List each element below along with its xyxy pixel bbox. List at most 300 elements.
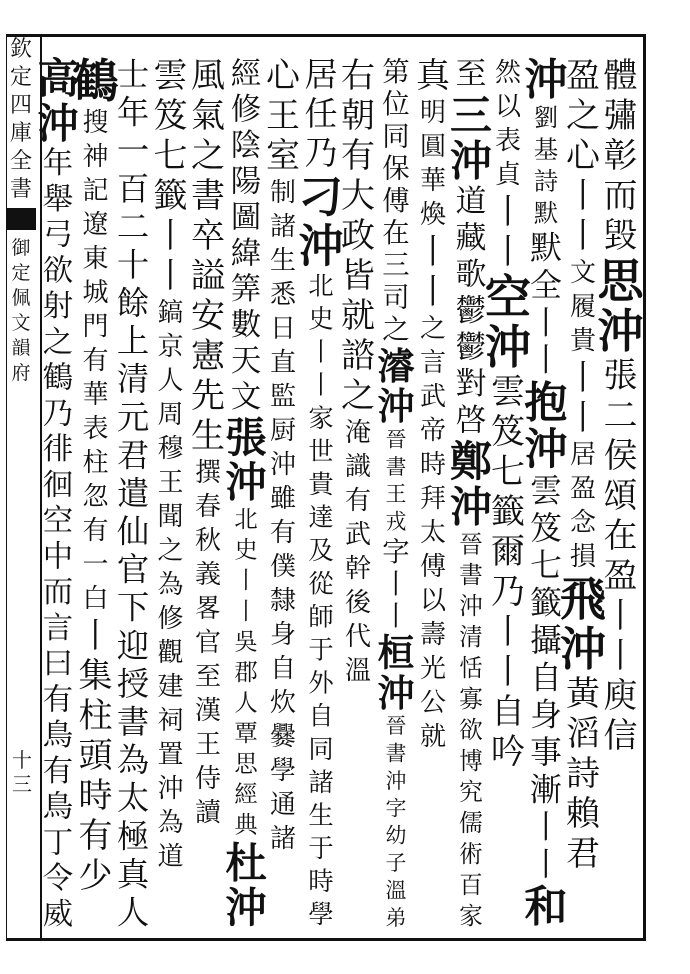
text-glyph: 至 xyxy=(455,56,486,93)
text-glyph: 盈 xyxy=(569,474,596,504)
text-glyph: 太 xyxy=(116,779,150,818)
text-glyph: 事 xyxy=(529,734,562,772)
headword-glyph: 沖 xyxy=(485,320,531,374)
text-glyph: 為 xyxy=(157,570,184,600)
text-glyph: 天 xyxy=(230,343,261,380)
text-glyph: 清 xyxy=(458,624,483,652)
page-number: 十三 xyxy=(12,748,32,796)
text-glyph: 時 xyxy=(307,867,334,897)
text-glyph: 漸 xyxy=(529,771,562,809)
text-glyph: 信 xyxy=(603,716,638,756)
headword-glyph: 沖 xyxy=(376,384,415,428)
text-glyph: 生 xyxy=(269,246,296,276)
text-column xyxy=(30,56,86,936)
text-glyph: 典 xyxy=(233,811,258,839)
text-glyph: 令 xyxy=(42,860,74,897)
text-glyph: 書 xyxy=(458,562,483,590)
text-glyph: 聞 xyxy=(157,502,184,532)
text-glyph: 日 xyxy=(269,314,296,344)
text-glyph: 義 xyxy=(194,560,221,590)
headword-glyph: 沖 xyxy=(376,671,415,715)
text-glyph: 于 xyxy=(307,834,334,864)
text-glyph: 先 xyxy=(191,376,225,416)
text-glyph: 監 xyxy=(269,382,296,412)
text-glyph: 元 xyxy=(116,398,150,437)
text-glyph: 從 xyxy=(307,569,334,600)
text-glyph: 時 xyxy=(78,776,113,816)
text-glyph: 北 xyxy=(307,272,334,302)
text-glyph: 華 xyxy=(419,166,446,196)
text-glyph: 筭 xyxy=(230,271,261,308)
text-glyph: 丨 xyxy=(78,616,113,656)
text-glyph: 丨 xyxy=(529,341,562,380)
headword-glyph: 飛 xyxy=(560,572,606,626)
text-glyph: 鬱 xyxy=(455,329,486,366)
headword-glyph: 抱 xyxy=(524,377,567,428)
text-glyph: 自 xyxy=(307,702,334,732)
text-glyph: 年 xyxy=(116,94,150,133)
text-glyph: 丁 xyxy=(42,824,74,861)
text-glyph: 雲 xyxy=(529,472,562,510)
text-glyph: 柱 xyxy=(78,696,113,736)
text-glyph: 七 xyxy=(529,547,562,585)
text-glyph: 表 xyxy=(494,126,521,156)
text-glyph: 觀 xyxy=(157,638,184,668)
margin-header-glyph: 全 xyxy=(9,149,32,174)
text-glyph: 丨 xyxy=(529,808,562,847)
text-glyph: 學 xyxy=(269,756,296,786)
text-glyph: 史 xyxy=(307,305,334,335)
margin-header-glyph: 書 xyxy=(9,177,32,202)
text-glyph: 經 xyxy=(230,56,261,92)
text-glyph: 一 xyxy=(82,550,109,580)
text-glyph: 丨 xyxy=(566,398,600,438)
text-glyph: 之 xyxy=(381,313,410,346)
text-glyph: 丨 xyxy=(529,304,562,342)
margin-header-glyph: 定 xyxy=(9,65,32,90)
text-glyph: 徊 xyxy=(42,467,74,503)
text-glyph: 極 xyxy=(116,817,150,856)
headword-glyph: 沖 xyxy=(449,482,492,532)
text-glyph: 王 xyxy=(194,730,221,760)
text-glyph: 迎 xyxy=(116,627,150,666)
text-glyph: 圓 xyxy=(419,132,446,162)
text-glyph: 覃 xyxy=(233,720,258,748)
text-glyph: 同 xyxy=(307,735,334,765)
text-glyph: 舉 xyxy=(42,181,74,217)
text-glyph: 集 xyxy=(78,656,113,696)
text-glyph: 損 xyxy=(569,542,596,572)
text-glyph: 上 xyxy=(116,322,150,361)
text-glyph: 搜 xyxy=(82,108,109,138)
text-glyph: 書 xyxy=(116,703,150,742)
text-glyph: 有 xyxy=(344,486,371,516)
text-glyph: 門 xyxy=(82,312,109,342)
headword-glyph: 沖 xyxy=(524,54,567,105)
text-glyph: 武 xyxy=(419,382,446,412)
text-glyph: 城 xyxy=(82,278,109,308)
text-glyph: 之 xyxy=(566,96,600,136)
text-glyph: 于 xyxy=(307,636,334,666)
text-glyph: 百 xyxy=(458,871,483,900)
text-glyph: 戎 xyxy=(385,510,406,535)
text-glyph: 大 xyxy=(341,176,375,216)
text-glyph: 為 xyxy=(116,741,150,780)
text-glyph: 身 xyxy=(529,696,562,735)
text-glyph: 籤 xyxy=(529,584,562,622)
text-glyph: 攝 xyxy=(529,621,562,660)
text-glyph: 七 xyxy=(491,452,525,492)
text-glyph: 拜 xyxy=(419,484,446,514)
text-glyph: 以 xyxy=(494,92,521,122)
text-glyph: 一 xyxy=(116,132,150,171)
headword-glyph: 沖 xyxy=(560,622,606,676)
text-glyph: 丨 xyxy=(416,232,450,272)
text-glyph: 沖 xyxy=(385,769,406,794)
headword-glyph: 鄭 xyxy=(449,436,492,486)
text-glyph: 柱 xyxy=(82,448,109,478)
text-glyph: 少 xyxy=(78,856,113,896)
text-glyph: 厨 xyxy=(269,416,296,446)
headword-glyph: 沖 xyxy=(524,423,567,475)
headword-glyph: 沖 xyxy=(37,98,79,148)
text-glyph: 書 xyxy=(385,741,406,767)
text-glyph: 二 xyxy=(603,396,638,436)
text-glyph: 晉 xyxy=(458,531,483,559)
text-glyph: 修 xyxy=(230,91,261,128)
text-glyph: 吟 xyxy=(491,732,525,772)
text-glyph: 漢 xyxy=(194,696,221,726)
text-glyph: 隸 xyxy=(269,586,296,616)
text-glyph: 笈 xyxy=(153,96,188,136)
text-glyph: 全 xyxy=(529,267,562,305)
text-glyph: 文 xyxy=(230,379,261,416)
text-glyph: 人 xyxy=(116,893,150,932)
text-glyph: 武 xyxy=(344,520,371,550)
text-glyph: 丨 xyxy=(307,338,334,368)
text-glyph: 皆 xyxy=(341,256,375,296)
text-glyph: 貴 xyxy=(307,470,334,500)
text-glyph: 人 xyxy=(233,689,258,717)
text-glyph: 之 xyxy=(341,376,375,416)
text-glyph: 鳥 xyxy=(42,788,74,825)
text-glyph: 餘 xyxy=(116,284,150,323)
text-glyph: 三 xyxy=(381,249,410,282)
text-glyph: 子 xyxy=(385,851,406,876)
text-glyph: 丨 xyxy=(566,216,600,256)
text-glyph: 思 xyxy=(233,750,258,778)
headword-glyph: 沖 xyxy=(449,136,492,186)
text-glyph: 笈 xyxy=(491,412,525,452)
text-glyph: 直 xyxy=(269,348,296,378)
text-glyph: 溫 xyxy=(344,656,371,686)
text-glyph: 字 xyxy=(381,535,410,569)
text-glyph: 弓 xyxy=(42,216,74,253)
text-glyph: 有 xyxy=(341,136,375,176)
text-glyph: 北 xyxy=(233,506,258,534)
text-glyph: 雲 xyxy=(491,372,525,412)
text-glyph: 沖 xyxy=(269,450,296,480)
text-glyph: 有 xyxy=(42,681,74,718)
text-glyph: 威 xyxy=(42,896,74,932)
margin-header-glyph: 四 xyxy=(9,93,32,118)
text-glyph: 晉 xyxy=(385,427,406,453)
text-glyph: 沖 xyxy=(458,593,483,621)
text-glyph: 射 xyxy=(42,288,74,325)
text-glyph: 沖 xyxy=(157,774,184,804)
text-glyph: 及 xyxy=(307,536,334,567)
text-glyph: 就 xyxy=(419,722,446,752)
text-glyph: 遣 xyxy=(116,474,150,514)
text-glyph: 就 xyxy=(341,296,375,336)
text-glyph: 言 xyxy=(42,610,74,646)
text-glyph: 而 xyxy=(42,574,74,611)
text-glyph: 對 xyxy=(455,365,486,403)
text-glyph: 家 xyxy=(458,902,483,931)
text-glyph: 朝 xyxy=(341,96,375,136)
text-glyph: 遼 xyxy=(82,210,109,240)
text-glyph: 安 xyxy=(191,296,225,336)
text-glyph: 藏 xyxy=(455,219,486,257)
text-glyph: 毀 xyxy=(603,216,638,256)
text-glyph: 欲 xyxy=(458,717,483,745)
text-glyph: 在 xyxy=(381,217,410,250)
text-glyph: 至 xyxy=(194,662,221,692)
text-glyph: 歌 xyxy=(455,256,486,293)
headword-glyph: 沖 xyxy=(224,458,267,507)
text-glyph: 丨 xyxy=(153,256,188,296)
text-glyph: 籤 xyxy=(491,492,525,532)
text-glyph: 之 xyxy=(157,536,184,566)
text-glyph: 彰 xyxy=(603,136,638,176)
text-glyph: 丨 xyxy=(381,568,410,601)
text-glyph: 司 xyxy=(381,281,410,314)
text-glyph: 光 xyxy=(419,654,446,684)
text-glyph: 有 xyxy=(269,518,296,548)
text-glyph: 氣 xyxy=(191,96,225,136)
text-glyph: 爾 xyxy=(491,532,525,572)
text-glyph: 字 xyxy=(385,796,406,821)
text-glyph: 貞 xyxy=(494,160,521,190)
text-glyph: 周 xyxy=(157,400,184,430)
text-glyph: 究 xyxy=(458,779,483,807)
text-glyph: 公 xyxy=(419,688,446,718)
text-glyph: 學 xyxy=(307,900,334,931)
text-glyph: 丨 xyxy=(233,567,258,595)
text-glyph: 鎬 xyxy=(157,298,184,328)
text-glyph: 王 xyxy=(266,96,300,136)
text-glyph: 下 xyxy=(116,589,150,628)
text-glyph: 雖 xyxy=(269,484,296,514)
text-glyph: 空 xyxy=(42,502,74,539)
text-glyph: 恬 xyxy=(458,655,483,683)
text-glyph: 王 xyxy=(385,482,406,507)
text-glyph: 風 xyxy=(191,56,225,96)
text-glyph: 二 xyxy=(116,208,150,247)
text-glyph: 官 xyxy=(116,551,150,590)
text-glyph: 諸 xyxy=(307,768,334,798)
text-glyph: 之 xyxy=(42,324,74,360)
text-glyph: 授 xyxy=(116,665,150,704)
text-glyph: 識 xyxy=(344,452,371,482)
text-glyph: 言 xyxy=(419,348,446,378)
text-glyph: 有 xyxy=(82,346,109,376)
headword-glyph: 思 xyxy=(597,254,644,308)
text-glyph: 道 xyxy=(157,842,184,872)
text-glyph: 經 xyxy=(233,781,258,809)
text-glyph: 陽 xyxy=(230,163,261,200)
margin-book-glyph: 佩 xyxy=(11,287,31,309)
text-glyph: 白 xyxy=(82,584,109,614)
text-glyph: 頭 xyxy=(78,736,113,776)
text-glyph: 徘 xyxy=(42,431,74,468)
text-glyph: 明 xyxy=(419,98,446,128)
text-glyph: 太 xyxy=(419,518,446,548)
text-glyph: 默 xyxy=(533,199,558,228)
text-glyph: 外 xyxy=(307,669,334,699)
text-glyph: 帝 xyxy=(419,416,446,446)
text-glyph: 撰 xyxy=(194,458,221,488)
headword-glyph: 和 xyxy=(524,881,567,932)
text-glyph: 寡 xyxy=(458,686,483,714)
text-glyph: 丨 xyxy=(233,598,258,626)
text-glyph: 之 xyxy=(191,136,225,176)
headword-glyph: 濬 xyxy=(376,344,415,388)
text-glyph: 在 xyxy=(603,516,638,556)
text-glyph: 丨 xyxy=(566,358,600,398)
text-glyph: 丨 xyxy=(416,272,450,312)
text-glyph: 傅 xyxy=(419,552,446,582)
text-glyph: 庾 xyxy=(603,676,638,716)
headword-glyph: 沖 xyxy=(298,219,343,273)
text-glyph: 東 xyxy=(82,244,109,274)
text-glyph: 滔 xyxy=(566,714,600,754)
text-glyph: 君 xyxy=(566,834,600,874)
text-glyph: 雲 xyxy=(153,56,188,96)
bottom-border xyxy=(6,938,646,941)
text-glyph: 生 xyxy=(307,801,334,831)
text-glyph: 讀 xyxy=(194,798,221,828)
text-glyph: 笈 xyxy=(529,509,562,548)
text-glyph: 記 xyxy=(82,176,109,206)
text-glyph: 政 xyxy=(341,216,375,256)
text-glyph: 後 xyxy=(344,588,371,618)
text-glyph: 達 xyxy=(307,503,334,533)
text-glyph: 書 xyxy=(385,455,406,480)
top-border xyxy=(6,34,646,37)
text-glyph: 自 xyxy=(269,654,296,684)
text-glyph: 丨 xyxy=(603,596,638,636)
text-glyph: 士 xyxy=(116,56,150,95)
text-glyph: 自 xyxy=(529,659,562,697)
text-glyph: 師 xyxy=(307,603,334,633)
text-glyph: 時 xyxy=(419,450,446,480)
text-glyph: 心 xyxy=(566,136,600,176)
text-glyph: 吳 xyxy=(233,628,258,656)
text-glyph: 華 xyxy=(82,380,109,410)
headword-glyph: 高 xyxy=(37,54,79,103)
text-glyph: 表 xyxy=(82,414,109,444)
text-glyph: 春 xyxy=(194,492,221,522)
text-glyph: 圖 xyxy=(230,199,261,236)
text-glyph: 為 xyxy=(157,808,184,838)
text-glyph: 悉 xyxy=(269,280,296,310)
text-glyph: 弟 xyxy=(385,906,406,931)
text-glyph: 張 xyxy=(603,356,638,396)
headword-glyph: 刁 xyxy=(298,170,343,224)
margin-header-glyph: 庫 xyxy=(9,121,32,146)
headword-glyph: 沖 xyxy=(597,304,644,358)
text-glyph: 曰 xyxy=(42,645,74,682)
text-glyph: 仙 xyxy=(116,513,150,552)
text-glyph: 諸 xyxy=(269,212,296,242)
text-glyph: 乃 xyxy=(491,572,525,612)
text-glyph: 置 xyxy=(157,740,184,770)
text-glyph: 晉 xyxy=(385,714,406,739)
margin-book-glyph: 府 xyxy=(11,362,31,384)
text-glyph: 君 xyxy=(116,436,150,475)
text-glyph: 秋 xyxy=(194,526,221,556)
text-glyph: 穆 xyxy=(157,434,184,464)
text-glyph: 諸 xyxy=(269,824,296,854)
text-glyph: 劉 xyxy=(533,104,558,133)
text-glyph: 乃 xyxy=(42,395,74,432)
text-glyph: 博 xyxy=(458,748,483,776)
text-glyph: 有 xyxy=(42,753,74,789)
text-glyph: 畧 xyxy=(194,594,221,624)
text-glyph: 壽 xyxy=(419,620,446,650)
text-glyph: 真 xyxy=(416,56,450,96)
text-glyph: 丨 xyxy=(491,652,525,692)
text-glyph: 啓 xyxy=(455,402,486,439)
text-glyph: 祠 xyxy=(157,706,184,736)
text-glyph: 真 xyxy=(116,855,150,894)
text-glyph: 丨 xyxy=(603,636,638,676)
text-glyph: 丨 xyxy=(307,371,334,401)
headword-glyph: 杜 xyxy=(224,838,267,888)
text-glyph: 侯 xyxy=(603,436,638,476)
text-glyph: 丨 xyxy=(529,846,562,884)
text-glyph: 丨 xyxy=(153,216,188,256)
text-glyph: 以 xyxy=(419,586,446,616)
text-glyph: 數 xyxy=(230,307,261,344)
text-glyph: 十 xyxy=(116,246,150,285)
text-glyph: 史 xyxy=(233,537,258,565)
text-glyph: 居 xyxy=(569,440,596,470)
text-glyph: 頌 xyxy=(603,476,638,516)
text-glyph: 京 xyxy=(157,332,184,362)
margin-header-glyph: 欽 xyxy=(9,37,32,62)
text-glyph: 有 xyxy=(82,516,109,546)
text-glyph: 自 xyxy=(491,692,525,732)
text-glyph: 修 xyxy=(157,604,184,634)
text-glyph: 然 xyxy=(494,58,521,88)
text-glyph: 丨 xyxy=(491,612,525,652)
text-glyph: 七 xyxy=(153,136,188,176)
text-glyph: 同 xyxy=(381,120,410,153)
text-glyph: 通 xyxy=(269,790,296,820)
text-glyph: 體 xyxy=(603,56,638,96)
text-glyph: 基 xyxy=(533,136,558,165)
text-glyph: 乃 xyxy=(303,133,338,173)
text-glyph: 有 xyxy=(78,816,113,856)
text-glyph: 丨 xyxy=(381,600,410,633)
text-glyph: 黃 xyxy=(566,674,600,714)
text-glyph: 之 xyxy=(419,314,446,344)
text-glyph: 室 xyxy=(266,136,300,176)
text-glyph: 謚 xyxy=(191,256,225,296)
text-glyph: 道 xyxy=(455,183,486,220)
